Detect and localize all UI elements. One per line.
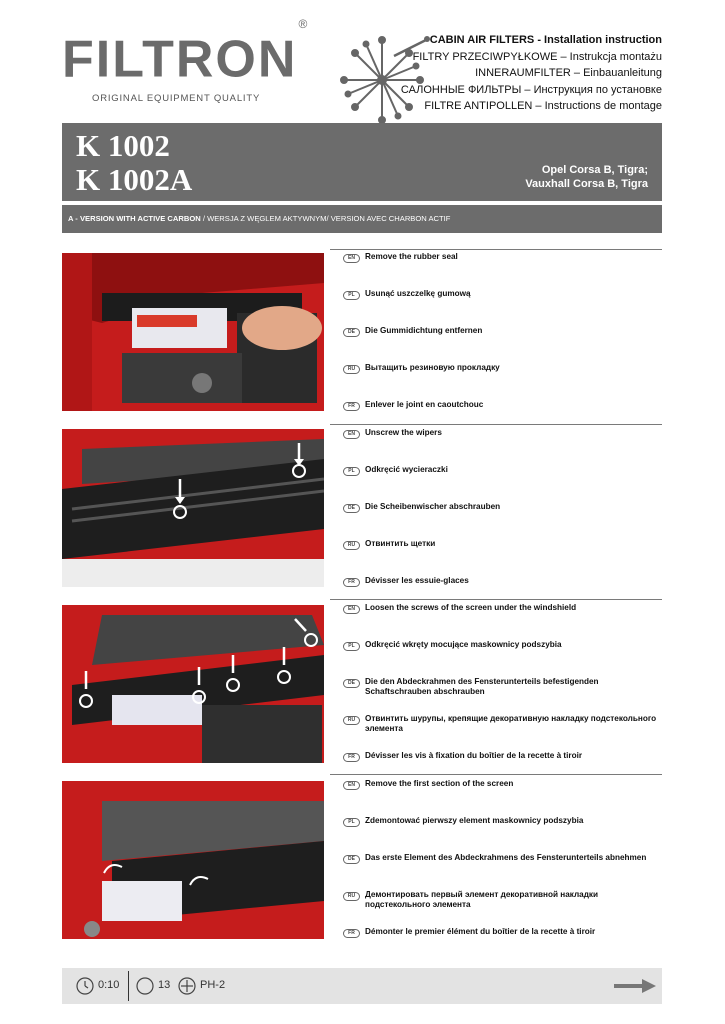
language-badge: RU [343,365,360,374]
title-de: INNERAUMFILTER – Einbauanleitung [475,67,662,79]
instruction-text: Die Gummidichtung entfernen [365,326,483,335]
step-3-top-rule [330,599,662,600]
language-badge: RU [343,716,360,725]
instruction-text: Dévisser les vis à fixation du boîtier de la recette à tiroir [365,751,583,760]
tagline: ORIGINAL EQUIPMENT QUALITY [92,93,261,104]
language-badge: EN [343,605,360,614]
instruction-text: Odkręcić wkręty mocujące maskownicy podszybia [365,640,562,649]
language-badge: DE [343,679,360,688]
brand-logo: FILTRON® [62,17,310,89]
language-badge: EN [343,781,360,790]
instruction-text: Enlever le joint en caoutchouc [365,400,484,409]
instruction-text: Zdemontować pierwszy element maskownicy podszybia [365,816,584,825]
step-2-photo [62,429,324,587]
header-titles [401,32,662,115]
wrench-size-icon [136,977,154,995]
step-4-top-rule [330,774,662,775]
instruction-text: Die den Abdeckrahmen des Fensterunterteils befestigenden Schaftschrauben abschrauben [365,677,599,696]
title-pl: FILTRY PRZECIWPYŁKOWE – Instrukcja montażu [412,50,662,63]
instruction-text: Remove the first section of the screen [365,779,514,788]
language-badge: FR [343,929,360,938]
instruction-text: Odkręcić wycieraczki [365,465,448,474]
title-ru: САЛОННЫЕ ФИЛЬТРЫ – Инструкция по установке [400,83,662,96]
language-badge: PL [343,642,360,651]
instruction-text: Usunąć uszczelkę gumową [365,289,471,298]
screwdriver-type: PH-2 [200,979,226,991]
instruction-text: Демонтировать первый элемент декоративной накладки подстекольного элемента [365,890,599,909]
footer-divider [128,971,129,1001]
instruction-text: Отвинтить шурупы, крепящие декоративную накладку подстекольного элемента [365,714,657,733]
instruction-text: Die Scheibenwischer abschrauben [365,502,501,511]
instruction-text: Вытащить резиновую прокладку [365,363,500,372]
footer-bar [62,968,662,1004]
language-badge: PL [343,291,360,300]
product-code: K 1002 [76,128,170,163]
instruction-text: Dévisser les essuie-glaces [365,576,469,585]
instruction-text: Remove the rubber seal [365,252,458,261]
language-badge: DE [343,328,360,337]
product-band [62,123,662,201]
language-badge: FR [343,753,360,762]
language-badge: PL [343,467,360,476]
step-1-photo [62,253,324,411]
instruction-text: Das erste Element des Abdeckrahmens des Fensterunterteils abnehmen [365,853,647,862]
language-badge: EN [343,254,360,263]
language-badge: EN [343,430,360,439]
version-band [62,205,662,233]
instruction-text: Отвинтить щетки [365,539,436,548]
step-2-top-rule [330,424,662,425]
title-fr: FILTRE ANTIPOLLEN – Instructions de montage [424,100,662,112]
product-code-a: K 1002A [76,162,193,197]
next-page-arrow-icon [614,979,656,993]
wrench-size-value: 13 [158,979,171,991]
vehicle-list: Opel Corsa B, Tigra; Vauxhall Corsa B, Tigra [525,164,648,190]
version-text: A - VERSION WITH ACTIVE CARBON / WERSJA Z WĘGLEM AKTYWNYM/ VERSION AVEC CHARBON ACTIF [68,214,451,223]
language-badge: PL [343,818,360,827]
time-value: 0:10 [98,979,120,991]
language-badge: DE [343,855,360,864]
language-badge: RU [343,541,360,550]
language-badge: RU [343,892,360,901]
instruction-text: Démonter le premier élément du boîtier de la recette à tiroir [365,927,596,936]
language-badge: FR [343,578,360,587]
instruction-text: Loosen the screws of the screen under the windshield [365,603,577,612]
step-4-photo [62,781,324,939]
step-3-photo [62,605,324,763]
clock-icon [76,977,94,995]
instruction-text: Unscrew the wipers [365,428,442,437]
phillips-screwdriver-icon [178,977,196,995]
step-1-top-rule [330,249,662,250]
language-badge: DE [343,504,360,513]
language-badge: FR [343,402,360,411]
title-en: CABIN AIR FILTERS - Installation instruction [429,34,662,46]
